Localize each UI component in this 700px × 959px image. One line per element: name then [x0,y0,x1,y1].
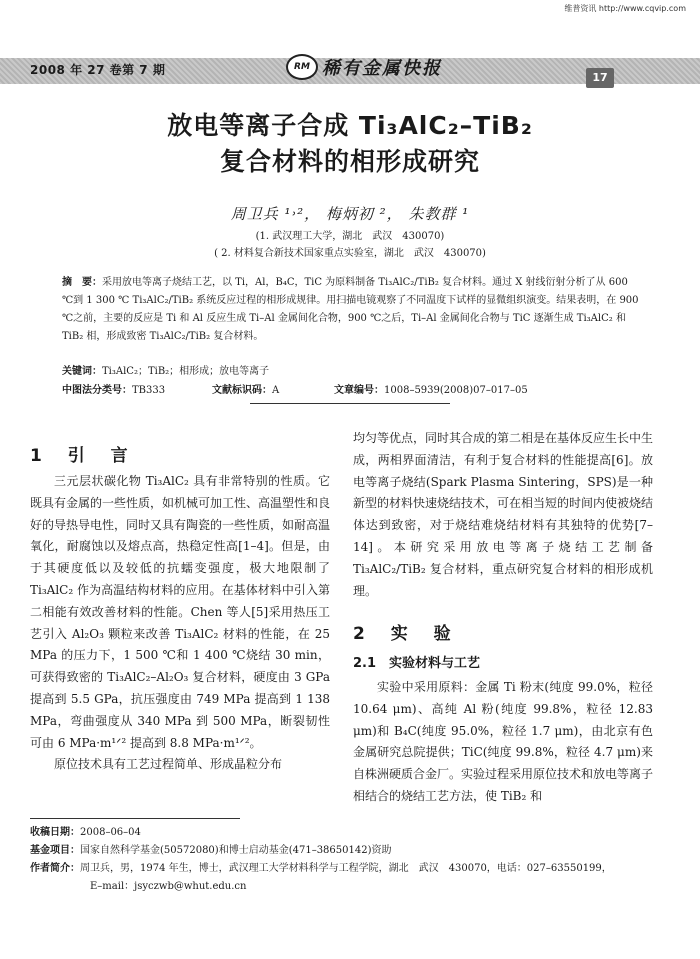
section-1-heading: 1 引 言 [30,446,138,466]
subsection-2-1-heading: 2.1 实验材料与工艺 [353,656,481,671]
article-number-label: 文章编号： [334,385,384,396]
article-number [334,381,528,396]
title-line-2: 复合材料的相形成研究 [219,147,480,176]
keywords-text: Ti₃AlC₂；TiB₂；相形成；放电等离子 [102,366,270,377]
received-line [30,824,680,842]
author-line [30,860,680,878]
site-note: 维普资讯 http://www.cqvip.com [564,4,686,13]
author-label: 作者简介： [30,863,80,874]
received-date: 2008–06–04 [80,827,141,838]
abstract [62,274,642,346]
fund-label: 基金项目： [30,845,80,856]
footnote-divider [30,818,240,819]
authors: 周卫兵 ¹˒²， 梅炳初 ²， 朱教群 ¹ [230,205,470,223]
intro-paragraph-1: 三元层状碳化物 Ti₃AlC₂ 具有非常特别的性质。它既具有金属的一些性质，如机械可加工性、高温塑性和良好的导热导电性，同时又具有陶瓷的一些性质，如耐高温氧化，耐腐蚀以及熔点高，热稳定性高[1–4]。但是，由于其硬度低以及较低的抗蠕变强度，极大地限制了 Ti₃AlC₂ 作为高温结构材料的应用。在基体材料中引入第二相能有效改善材料的性能。Chen 等人[5]采用热压工艺引入 Al₂O₃ 颗粒来改善 Ti₃AlC₂ 材料的性能，在 25 MPa 的压力下，1 500 ℃和 1 400 ℃烧结 30 min，可获得致密的 Ti₃AlC₂–Al₂O₃ 复合材料，硬度由 3 GPa 提高到 5.5 GPa，抗压强度由 749 MPa 提高到 1 138 MPa，弯曲强度从 340 MPa 到 500 MPa，断裂韧性可由 6 MPa·m¹ᐟ² 提高到 8.8 MPa·m¹ᐟ²。 [30,474,331,750]
fund-line [30,842,680,860]
keywords-label: 关键词： [62,366,102,377]
section-2-heading: 2 实 验 [353,624,461,644]
doc-code-value: A [272,385,280,396]
intro-paragraph-3: 均匀等优点，同时其合成的第二相是在基体反应生长中生成，两相界面清洁，有利于复合材料的性能提高[6]。放电等离子烧结(Spark Plasma Sintering，SPS)是一种新型的材料快速烧结技术，可在相当短的时间内使被烧结体达到致密，对于烧结难烧结材料有其独特的优势[7–14]。本研究采用放电等离子烧结工艺制备 Ti₃AlC₂/TiB₂ 复合材料，重点研究复合材料的相形成机理。 [353,431,654,598]
issue-label: 2008 年 27 卷第 7 期 [30,63,166,77]
abstract-text: 采用放电等离子烧结工艺，以 Ti，Al，B₄C，TiC 为原料制备 Ti₃AlC₂/TiB₂ 复合材料。通过 X 射线衍射分析了从 600 ℃到 1 300 ℃ Ti₃AlC₂/TiB₂ 系统反应过程的相形成规律。用扫描电镜观察了不同温度下试样的显微组织演变。结果表明，在 900 ℃之前，主要的反应是 Ti 和 Al 反应生成 Ti–Al 金属间化合物，900 ℃之后，Ti–Al 金属间化合物与 TiC 逐渐生成 Ti₃AlC₂ 和 TiB₂ 相，形成致密 Ti₃AlC₂/TiB₂ 复合材料。 [62,277,639,342]
article-number-value: 1008–5939(2008)07–017–05 [384,385,528,396]
materials-paragraph: 实验中采用原料：金属 Ti 粉末(纯度 99.0%，粒径 10.64 μm)、高纯 Al 粉(纯度 99.8%，粒径 12.83 μm)和 B₄C(纯度 95.0%，粒径 1.7 μm)，由北京有色金属研究总院提供；TiC(纯度 99.8%，粒径 4.7 μm)来自株洲硬质合金厂。实验过程采用原位技术和放电等离子相结合的烧结工艺方法，使 TiB₂ 和 [353,680,654,803]
affiliation-1: (1. 武汉理工大学，湖北 武汉 430070) [255,231,445,242]
abstract-divider [250,403,450,404]
title-line-1: 放电等离子合成 Ti₃AlC₂–TiB₂ [167,111,533,140]
journal-logo-icon: RM [286,54,318,80]
received-label: 收稿日期： [30,827,80,838]
right-column-top [353,428,653,602]
clc-value: TB333 [132,385,166,396]
intro-paragraph-2: 原位技术具有工艺过程简单、形成晶粒分布 [54,757,283,772]
doc-code [212,381,279,396]
email-line: E–mail：jsyczwb@whut.edu.cn [90,881,247,892]
footnote [30,824,680,896]
author-text: 周卫兵，男，1974 年生，博士，武汉理工大学材料科学与工程学院，湖北 武汉 430070，电话：027–63550199， [80,863,612,874]
journal-name: 稀有金属快报 [322,58,442,79]
left-column [30,471,330,776]
keywords [62,363,642,381]
affiliation-2: ( 2. 材料复合新技术国家重点实验室，湖北 武汉 430070) [214,248,486,259]
clc-label: 中图法分类号： [62,385,132,396]
clc [62,381,165,396]
right-column-bottom [353,677,653,808]
fund-text: 国家自然科学基金(50572080)和博士启动基金(471–38650142)资助 [80,845,392,856]
page-number: 17 [586,68,614,88]
abstract-label: 摘 要： [62,277,102,288]
doc-code-label: 文献标识码： [212,385,272,396]
